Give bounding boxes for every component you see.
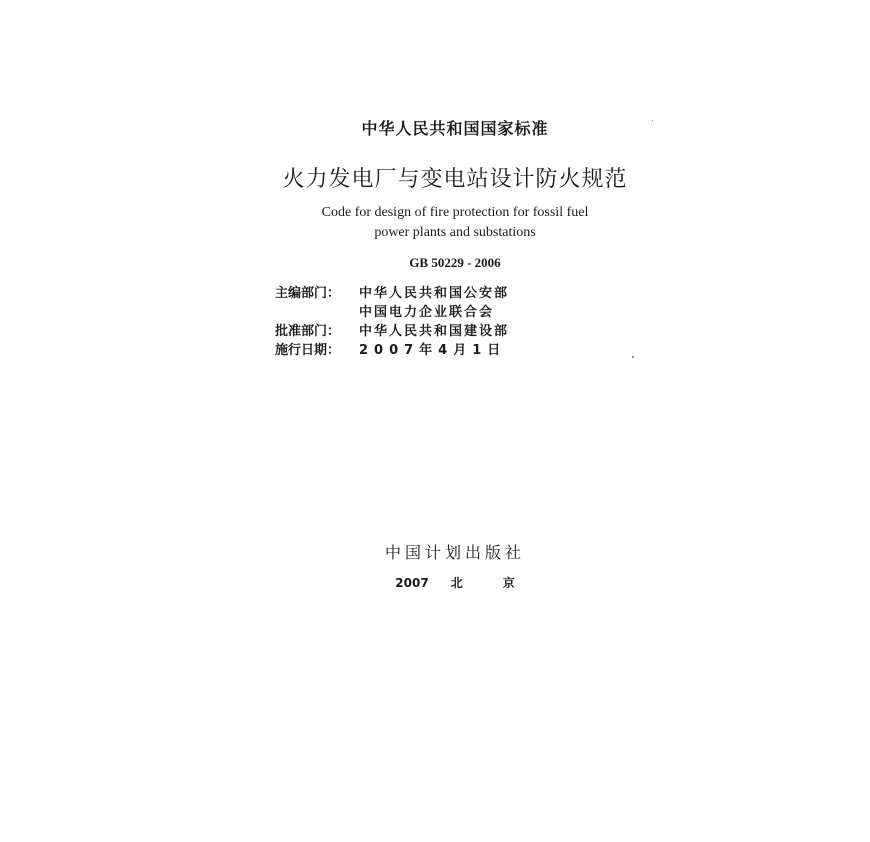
approver-row [275, 322, 509, 341]
editor-label: 主编部门： [275, 286, 341, 301]
effective-date-value: 2007年4月1日 [359, 343, 507, 358]
editor-value-2: 中国电力企业联合会 [359, 305, 495, 320]
publication-place-year [0, 574, 870, 591]
scan-speck [652, 120, 653, 121]
english-title-line-1: Code for design of fire protection for fossil fuel [321, 205, 589, 220]
document-title-chinese: 火力发电厂与变电站设计防火规范 [282, 167, 628, 192]
approver-label: 批准部门： [275, 324, 341, 339]
publication-year: 2007 [395, 576, 429, 590]
effective-date-label: 施行日期： [275, 343, 341, 358]
editor-value-1: 中华人民共和国公安部 [359, 286, 510, 301]
effective-date-row [275, 341, 509, 360]
publication-city-part-2: 京 [502, 576, 515, 590]
english-title-line-2: power plants and substations [374, 225, 536, 240]
publisher-name: 中国计划出版社 [384, 543, 525, 562]
publication-info-block [275, 284, 509, 360]
national-standard-heading: 中华人民共和国国家标准 [361, 119, 549, 138]
document-title-english [0, 203, 870, 243]
editor-row [275, 284, 509, 303]
standard-number: GB 50229 - 2006 [409, 255, 501, 270]
approver-value: 中华人民共和国建设部 [359, 324, 510, 339]
scan-speck [632, 356, 634, 358]
editor-row-continued [275, 303, 509, 322]
publication-city-part-1: 北 [450, 576, 463, 590]
